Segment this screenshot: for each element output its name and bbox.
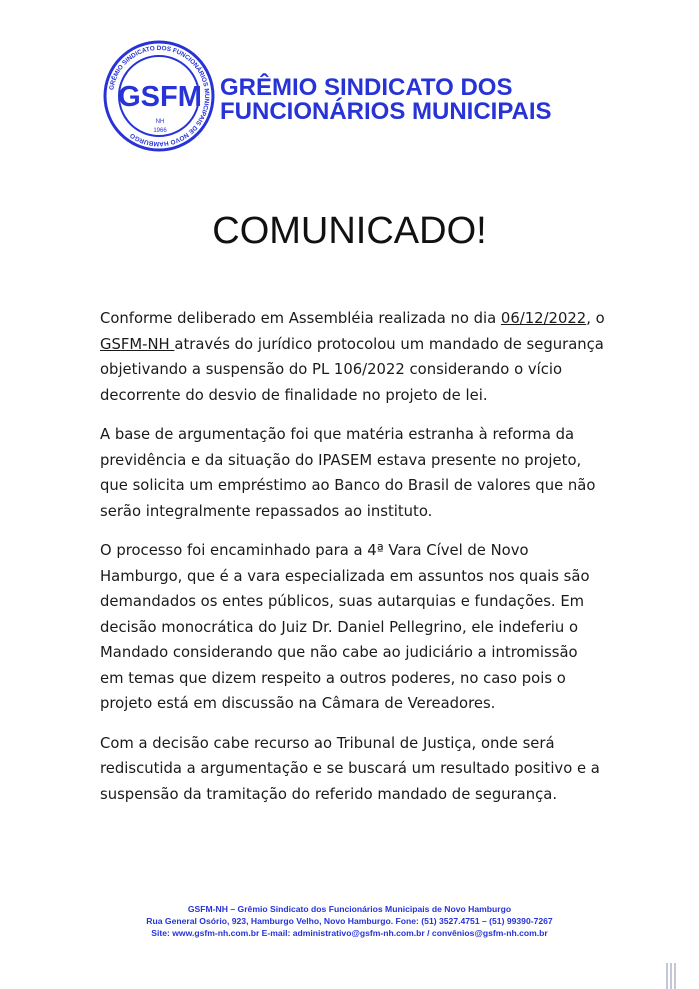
page-edge-lines: [665, 959, 677, 989]
organization-name: [220, 76, 552, 124]
org-name-line2: FUNCIONÁRIOS MUNICIPAIS: [220, 98, 552, 125]
page-title: COMUNICADO!: [212, 210, 487, 252]
org-abbr: GSFM-NH: [100, 335, 175, 353]
paragraph-4: Com a decisão cabe recurso ao Tribunal de Justiça, onde será rediscutida a argumentação e se buscará um resultado positivo e a suspensão da tramitação do referido mandado de segurança.: [100, 734, 600, 803]
logo-badge-abbr: NH: [155, 119, 165, 125]
paragraph-2: A base de argumentação foi que matéria estranha à reforma da previdência e da situação do IPASEM estava presente no projeto, que solicita um empréstimo ao Banco do Brasil de valores que não serão integralmente repassados ao instituto.: [100, 426, 596, 520]
footer-contact: [0, 903, 699, 939]
footer-line1: GSFM-NH – Grêmio Sindicato dos Funcionários Municipais de Novo Hamburgo: [187, 904, 512, 914]
p1-text-c: através do jurídico protocolou um mandado de segurança objetivando a suspensão do PL 106/2022 considerando o vício decorrente do desvio de finalidade no projeto de lei.: [100, 335, 604, 404]
footer-address: Rua General Osório, 923, Hamburgo Velho, Novo Hamburgo. Fone: (51) 3527.4751 – (51) 99390-7267: [146, 916, 553, 926]
logo-ring-text: GRÊMIO SINDICATO DOS FUNCIONÁRIOS MUNICIPAIS DE NOVO HAMBURGO: [108, 44, 211, 148]
assembly-date: 06/12/2022: [500, 310, 587, 327]
paragraph-3: O processo foi encaminhado para a 4ª Vara Cível de Novo Hamburgo, que é a vara especializada em assuntos nos quais são demandados os entes públicos, suas autarquias e fundações. Em decisão monocrática do Juiz Dr. Daniel Pellegrino, ele indeferiu o Mandado considerando que não cabe ao judiciário a intromissão em temas que dizem respeito a outros poderes, no caso pois o projeto está em discussão na Câmara de Vereadores.: [100, 542, 590, 712]
p1-text-b: , o: [586, 310, 605, 327]
footer-site-email: Site: www.gsfm-nh.com.br E-mail: administrativo@gsfm-nh.com.br / convênios@gsfm-nh.com.br: [151, 928, 548, 938]
org-name-line1: GRÊMIO SINDICATO DOS: [220, 74, 513, 101]
logo-badge-year: 1966: [153, 128, 167, 134]
announcement-body: [100, 306, 605, 821]
paragraph-1: [100, 306, 605, 408]
logo-initials: GSFM: [118, 81, 202, 113]
gsfm-logo: [103, 40, 215, 152]
p1-text-a: Conforme deliberado em Assembléia realizada no dia: [100, 310, 501, 327]
